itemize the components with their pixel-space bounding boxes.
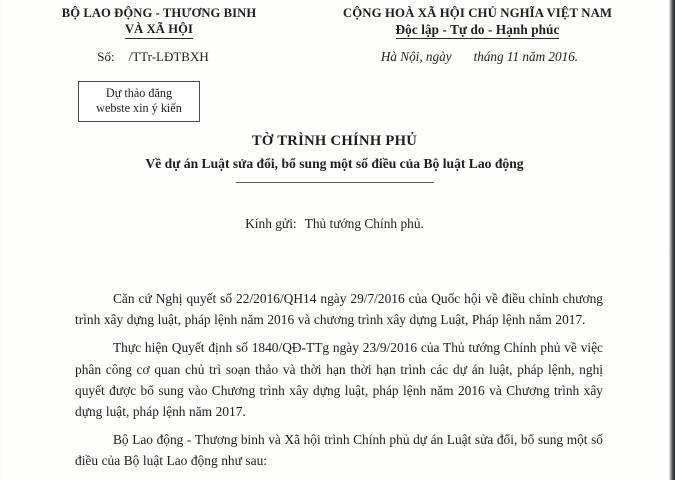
national-title: CỘNG HOÀ XÃ HỘI CHỦ NGHĨA VIỆT NAM (342, 6, 613, 20)
organization-name-line2: VÀ XÃ HỘI (125, 22, 193, 40)
document-meta-row (0, 49, 669, 65)
issuing-organization-block (0, 6, 300, 39)
body-paragraph-3: Bộ Lao động - Thương binh và Xã hội trình Chính phủ dự án Luật sửa đổi, bổ sung một số điều của Bộ luật Lao động như sau: (75, 432, 603, 469)
national-motto: Độc lập - Tự do - Hạnh phúc (396, 22, 560, 40)
title-block (0, 131, 669, 183)
recipient-label: Kính gửi: (245, 216, 297, 231)
body-paragraph-2: Thực hiện Quyết định số 1840/QĐ-TTg ngày 23/9/2016 của Thủ tướng Chính phủ về việc phân công cơ quan chủ trì soạn thảo và thời hạn thời hạn trình các dự án luật, pháp lệnh, nghị quyết được bổ sung vào Chương trình xây dựng luật, pháp lệnh năm 2016 và Chương trình xây dựng luật, pháp lệnh năm 2017. (75, 340, 603, 420)
document-number-block (0, 49, 300, 65)
draft-notice-line1: Dự thảo đăng (105, 86, 173, 100)
document-number-label: Số: (97, 49, 115, 64)
national-motto-wrapper (300, 22, 655, 40)
national-heading-block (300, 6, 669, 39)
scan-edge-right (669, 0, 675, 480)
document-title: TỜ TRÌNH CHÍNH PHỦ (251, 133, 418, 149)
organization-name-line1: BỘ LAO ĐỘNG - THƯƠNG BINH (61, 6, 257, 20)
recipient-line (0, 216, 669, 232)
place-and-date-prefix: Hà Nội, ngày (380, 49, 452, 64)
document-subtitle: Về dự án Luật sửa đổi, bổ sung một số điều của Bộ luật Lao động (145, 156, 524, 171)
place-and-date-suffix: tháng 11 năm 2016. (473, 49, 579, 64)
recipient-value: Thủ tướng Chính phủ. (304, 216, 424, 231)
draft-notice-box (78, 81, 200, 122)
place-date-block (300, 49, 669, 65)
title-divider (236, 182, 434, 183)
body-paragraph-1: Căn cứ Nghị quyết số 22/2016/QH14 ngày 29/7/2016 của Quốc hội về điều chỉnh chương trình xây dựng luật, pháp lệnh năm 2016 và chương trình xây dựng Luật, Pháp lệnh năm 2017. (75, 291, 603, 328)
document-number-value: /TTr-LĐTBXH (128, 49, 209, 64)
draft-notice-line2: webste xin ý kiến (96, 101, 182, 115)
document-body (75, 288, 603, 472)
scan-edge-left (0, 0, 2, 480)
document-header (0, 6, 669, 39)
organization-name-line2-wrapper (18, 22, 300, 40)
